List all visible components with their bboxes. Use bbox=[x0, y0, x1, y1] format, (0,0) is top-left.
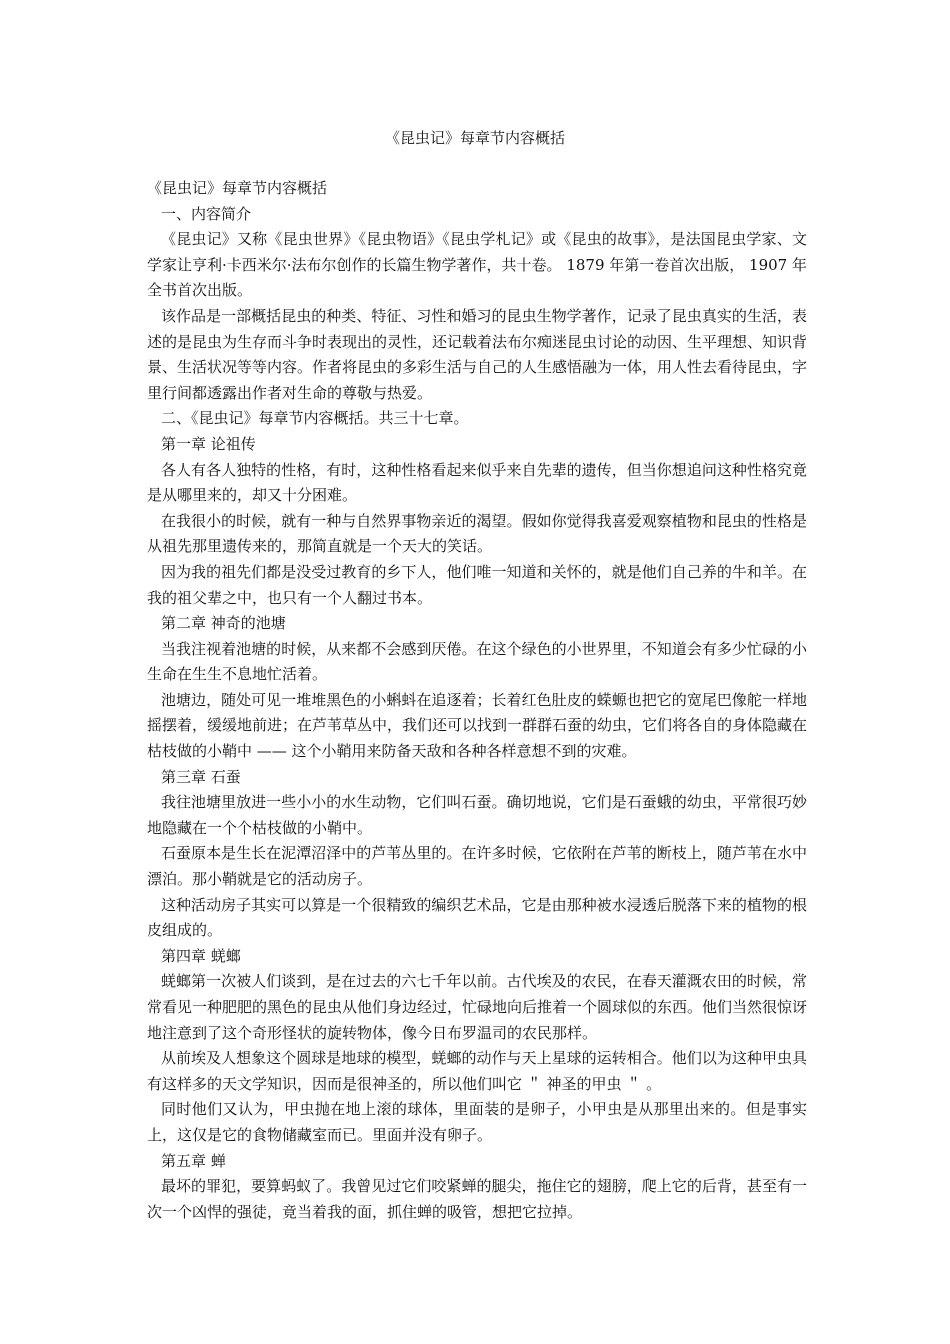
chapter-heading-1: 第一章 论祖传 bbox=[161, 434, 256, 453]
chapter-heading-2: 第二章 神奇的池塘 bbox=[161, 614, 286, 633]
paragraph-ch1-1: 各人有各人独特的性格，有时，这种性格看起来似乎来自先辈的遗传，但当你想追问这种性格究竟是从哪里来的，却又十分困难。 bbox=[147, 460, 807, 505]
document-body bbox=[147, 176, 807, 1225]
chapter-heading-4: 第四章 蜣螂 bbox=[161, 946, 241, 965]
paragraph-ch2-2: 池塘边，随处可见一堆堆黑色的小蝌蚪在追逐着；长着红色肚皮的蝾螈也把它的宽尾巴像舵一样地摇摆着，缓缓地前进；在芦苇草丛中，我们还可以找到一群群石蚕的幼虫，它们将各自的身体隐藏在枯枝做的小鞘中 —— 这个小鞘用来防备天敌和各种各样意想不到的灾难。 bbox=[147, 690, 808, 761]
document-title: 《昆虫记》每章节内容概括 bbox=[384, 129, 565, 147]
paragraph-ch4-2: 从前埃及人想象这个圆球是地球的模型，蜣螂的动作与天上星球的运转相合。他们以为这种甲虫具有这样多的天文学知识，因而是很神圣的，所以他们叫它 ＂ 神圣的甲虫 ＂ 。 bbox=[147, 1049, 807, 1093]
section-heading-summary: 二、《昆虫记》每章节内容概括。共三十七章。 bbox=[161, 409, 469, 428]
paragraph-ch3-1: 我往池塘里放进一些小小的水生动物，它们叫石蚕。确切地说，它们是石蚕蛾的幼虫，平常很巧妙地隐藏在一个个枯枝做的小鞘中。 bbox=[147, 793, 807, 837]
paragraph-ch2-1: 当我注视着池塘的时候，从来都不会感到厌倦。在这个绿色的小世界里，不知道会有多少忙碌的小生命在生生不息地忙活着。 bbox=[147, 639, 807, 684]
paragraph-ch4-1: 蜣螂第一次被人们谈到，是在过去的六七千年以前。古代埃及的农民，在春天灌溉农田的时候，常常看见一种肥肥的黑色的昆虫从他们身边经过，忙碌地向后推着一个圆球似的东西。他们当然很惊讶地注意到了这个奇形怪状的旋转物体，像今日布罗温司的农民那样。 bbox=[147, 972, 808, 1042]
paragraph-ch3-3: 这种活动房子其实可以算是一个很精致的编织艺术品，它是由那种被水浸透后脱落下来的植物的根皮组成的。 bbox=[147, 895, 807, 940]
document-subtitle: 《昆虫记》每章节内容概括 bbox=[147, 179, 328, 197]
paragraph-ch1-3: 因为我的祖先们都是没受过教育的乡下人，他们唯一知道和关怀的，就是他们自己养的牛和羊。在我的祖父辈之中，也只有一个人翻过书本。 bbox=[147, 562, 807, 607]
paragraph-ch1-2: 在我很小的时候，就有一种与自然界事物亲近的渴望。假如你觉得我喜爱观察植物和昆虫的性格是从祖先那里遗传来的，那简直就是一个天大的笑话。 bbox=[147, 511, 807, 556]
chapter-heading-5: 第五章 蝉 bbox=[161, 1151, 226, 1170]
paragraph-ch4-3: 同时他们又认为，甲虫抛在地上滚的球体，里面装的是卵子，小甲虫是从那里出来的。但是事实上，这仅是它的食物储藏室而已。里面并没有卵子。 bbox=[147, 1100, 807, 1144]
chapter-heading-3: 第三章 石蚕 bbox=[161, 767, 241, 786]
section-heading-intro: 一、内容简介 bbox=[161, 204, 252, 223]
paragraph-intro-1: 《昆虫记》又称《昆虫世界》《昆虫物语》《昆虫学札记》或《昆虫的故事》，是法国昆虫学家、文学家让亨利·卡西米尔·法布尔创作的长篇生物学著作，共十卷。 1879 年第一卷首次出版， 1907 年全书首次出版。 bbox=[147, 230, 807, 300]
paragraph-ch5-1: 最坏的罪犯，要算蚂蚁了。我曾见过它们咬紧蝉的腿尖，拖住它的翅膀，爬上它的后背，甚至有一次一个凶悍的强徒，竟当着我的面，抓住蝉的吸管，想把它拉掉。 bbox=[147, 1177, 807, 1221]
paragraph-intro-2: 该作品是一部概括昆虫的种类、特征、习性和婚习的昆虫生物学著作，记录了昆虫真实的生活，表述的是昆虫为生存而斗争时表现出的灵性，还记载着法布尔痴迷昆虫讨论的动因、生平理想、知识背景、生活状况等等内容。作者将昆虫的多彩生活与自己的人生感悟融为一体，用人性去看待昆虫，字里行间都透露出作者对生命的尊敬与热爱。 bbox=[147, 306, 808, 402]
paragraph-ch3-2: 石蚕原本是生长在泥潭沼泽中的芦苇丛里的。在许多时候，它依附在芦苇的断枝上，随芦苇在水中漂泊。那小鞘就是它的活动房子。 bbox=[147, 844, 807, 889]
